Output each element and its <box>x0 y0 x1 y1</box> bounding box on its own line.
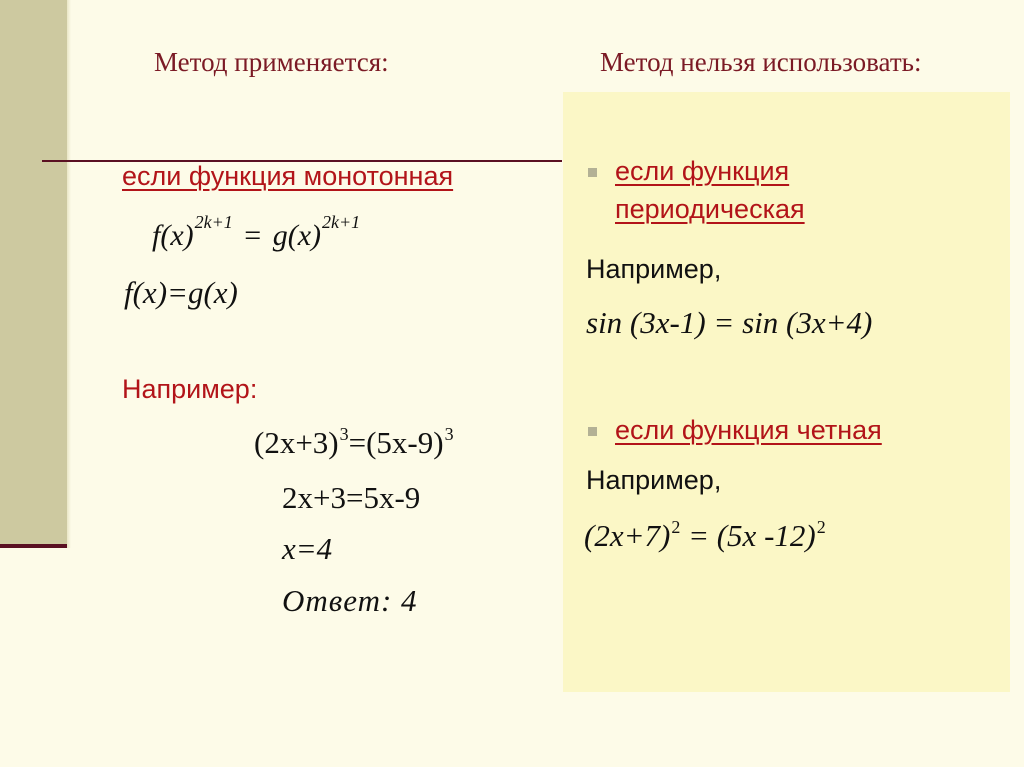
example-line1-part-b: =(5x-9) <box>348 425 444 460</box>
example-label-right-1: Например, <box>586 254 722 284</box>
formula-general <box>152 211 361 253</box>
example-periodic-equation: sin (3x-1) = sin (3x+4) <box>586 305 873 340</box>
condition-periodic-line2: периодическая <box>615 194 805 224</box>
example-line1-exponent-a: 3 <box>339 423 349 444</box>
condition-monotonic: если функция монотонная <box>122 161 454 191</box>
condition-periodic-line1: если функция <box>615 156 790 186</box>
heading-method-cannot-use: Метод нельзя использовать: <box>600 47 922 77</box>
example-answer: Ответ: 4 <box>282 583 418 618</box>
example-even-exponent-b: 2 <box>816 516 826 537</box>
example-line1-part-a: (2x+3) <box>254 425 339 460</box>
sidebar-bottom-rule <box>0 544 67 548</box>
example-even-part-a: (2x+7) <box>584 518 671 553</box>
formula-lhs-base: f(x) <box>152 219 194 252</box>
sidebar-shadow <box>67 0 71 548</box>
formula-lhs-exponent: 2k+1 <box>194 211 233 232</box>
formula-rhs-exponent: 2k+1 <box>322 211 361 232</box>
example-equation-line3: x=4 <box>282 531 333 566</box>
formula-result: f(x)=g(x) <box>124 275 238 310</box>
bullet-periodic <box>588 168 597 177</box>
heading-method-applies: Метод применяется: <box>154 47 389 77</box>
example-label-right-2: Например, <box>586 465 722 495</box>
bullet-even <box>588 427 597 436</box>
example-label-left: Например: <box>122 374 258 404</box>
example-equation-line2: 2x+3=5x-9 <box>282 480 421 515</box>
example-even-part-b: = (5x -12) <box>680 518 816 553</box>
example-line1-exponent-b: 3 <box>444 423 454 444</box>
example-equation-line1 <box>254 425 454 461</box>
example-even-equation <box>584 518 826 554</box>
example-even-exponent-a: 2 <box>671 516 681 537</box>
condition-even: если функция четная <box>615 415 882 445</box>
formula-rhs-base: g(x) <box>272 219 321 252</box>
slide-sidebar-bar <box>0 0 67 548</box>
formula-equals: = <box>244 219 262 252</box>
